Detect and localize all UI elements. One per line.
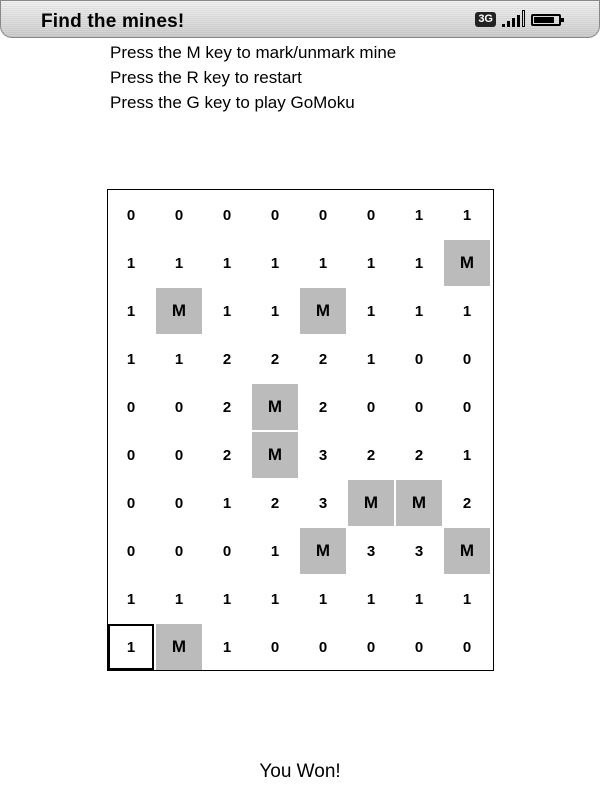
board-cell[interactable]: 1 bbox=[126, 254, 136, 272]
title-bar bbox=[0, 0, 600, 38]
marked-mine-cell[interactable]: M bbox=[444, 528, 490, 574]
board-cell[interactable]: 1 bbox=[414, 302, 424, 320]
board-cell[interactable]: 1 bbox=[366, 302, 376, 320]
board-cell[interactable]: 1 bbox=[270, 590, 280, 608]
board-cell[interactable]: 1 bbox=[222, 590, 232, 608]
board-cell[interactable]: 1 bbox=[222, 254, 232, 272]
marked-mine-cell[interactable]: M bbox=[300, 288, 346, 334]
board-cell[interactable]: 0 bbox=[318, 206, 328, 224]
board-cell[interactable]: 1 bbox=[174, 254, 184, 272]
instructions bbox=[110, 40, 396, 115]
board-cell[interactable]: 1 bbox=[414, 590, 424, 608]
instruction-gomoku: Press the G key to play GoMoku bbox=[110, 93, 355, 112]
board-cell[interactable]: 1 bbox=[222, 638, 232, 656]
board-cell[interactable]: 1 bbox=[270, 302, 280, 320]
instruction-mark: Press the M key to mark/unmark mine bbox=[110, 43, 397, 62]
board-cell[interactable]: 1 bbox=[318, 590, 328, 608]
marked-mine-cell[interactable]: M bbox=[252, 384, 298, 430]
signal-bar bbox=[522, 10, 525, 27]
marked-mine-cell[interactable]: M bbox=[348, 480, 394, 526]
board-cell[interactable]: 1 bbox=[222, 494, 232, 512]
board-cell[interactable]: 0 bbox=[462, 638, 472, 656]
board-cell[interactable]: 1 bbox=[318, 254, 328, 272]
signal-bar bbox=[512, 18, 515, 27]
battery-level bbox=[534, 17, 554, 23]
board-cell[interactable]: 0 bbox=[126, 446, 136, 464]
board-cell[interactable]: 2 bbox=[222, 446, 232, 464]
board-cell[interactable]: 2 bbox=[318, 398, 328, 416]
signal-strength-icon bbox=[502, 12, 525, 27]
board-cell[interactable]: 1 bbox=[126, 590, 136, 608]
board-cell[interactable]: 1 bbox=[462, 590, 472, 608]
board-cell[interactable]: 1 bbox=[222, 302, 232, 320]
signal-bar bbox=[507, 21, 510, 27]
board-cell[interactable]: 1 bbox=[270, 254, 280, 272]
board-cell[interactable]: 2 bbox=[270, 494, 280, 512]
marked-mine-cell[interactable]: M bbox=[444, 240, 490, 286]
board-cell[interactable]: 0 bbox=[366, 206, 376, 224]
board-cell[interactable]: 2 bbox=[222, 350, 232, 368]
board-cell[interactable]: 2 bbox=[462, 494, 472, 512]
board-cell[interactable]: 3 bbox=[366, 542, 376, 560]
board-cell[interactable]: 0 bbox=[222, 206, 232, 224]
board-cell[interactable]: 1 bbox=[414, 254, 424, 272]
board-cell[interactable]: 1 bbox=[126, 350, 136, 368]
board-cell[interactable]: 0 bbox=[174, 398, 184, 416]
board-cell[interactable]: 0 bbox=[174, 206, 184, 224]
board-cell[interactable]: 0 bbox=[414, 350, 424, 368]
board-cell[interactable]: 0 bbox=[462, 350, 472, 368]
marked-mine-cell[interactable]: M bbox=[252, 432, 298, 478]
board-cell[interactable]: 1 bbox=[108, 624, 154, 670]
board-cell[interactable]: 0 bbox=[318, 638, 328, 656]
board-cell[interactable]: 0 bbox=[174, 542, 184, 560]
instruction-restart: Press the R key to restart bbox=[110, 68, 302, 87]
board-cell[interactable]: 0 bbox=[414, 398, 424, 416]
board-cell[interactable]: 1 bbox=[462, 206, 472, 224]
board-cell[interactable]: 0 bbox=[270, 638, 280, 656]
board-cell[interactable]: 0 bbox=[366, 398, 376, 416]
board-cell[interactable]: 1 bbox=[270, 542, 280, 560]
board-cell[interactable]: 1 bbox=[174, 350, 184, 368]
board-cell[interactable]: 1 bbox=[414, 206, 424, 224]
board-cell[interactable]: 1 bbox=[462, 446, 472, 464]
app-title: Find the mines! bbox=[41, 11, 185, 32]
board-cell[interactable]: 2 bbox=[366, 446, 376, 464]
signal-bar bbox=[517, 15, 520, 27]
board-cell[interactable]: 1 bbox=[366, 254, 376, 272]
marked-mine-cell[interactable]: M bbox=[300, 528, 346, 574]
board-cell[interactable]: 2 bbox=[270, 350, 280, 368]
board-cell[interactable]: 1 bbox=[126, 302, 136, 320]
board-cell[interactable]: 0 bbox=[174, 494, 184, 512]
board-cell[interactable]: 2 bbox=[414, 446, 424, 464]
board-cell[interactable]: 0 bbox=[126, 542, 136, 560]
board-cell[interactable]: 0 bbox=[126, 398, 136, 416]
board-cell[interactable]: 0 bbox=[270, 206, 280, 224]
board-cell[interactable]: 2 bbox=[318, 350, 328, 368]
status-indicators bbox=[475, 12, 561, 27]
marked-mine-cell[interactable]: M bbox=[156, 288, 202, 334]
minefield-board bbox=[107, 189, 494, 671]
marked-mine-cell[interactable]: M bbox=[156, 624, 202, 670]
marked-mine-cell[interactable]: M bbox=[396, 480, 442, 526]
board-cell[interactable]: 2 bbox=[222, 398, 232, 416]
battery-icon bbox=[531, 14, 561, 26]
board-cell[interactable]: 3 bbox=[318, 446, 328, 464]
board-cell[interactable]: 0 bbox=[174, 446, 184, 464]
board-cell[interactable]: 0 bbox=[414, 638, 424, 656]
game-result-message: You Won! bbox=[259, 761, 341, 782]
board-cell[interactable]: 3 bbox=[414, 542, 424, 560]
board-cell[interactable]: 0 bbox=[126, 206, 136, 224]
board-cell[interactable]: 1 bbox=[462, 302, 472, 320]
board-cell[interactable]: 1 bbox=[366, 350, 376, 368]
board-cell[interactable]: 1 bbox=[366, 590, 376, 608]
board-cell[interactable]: 0 bbox=[366, 638, 376, 656]
board-cell[interactable]: 0 bbox=[462, 398, 472, 416]
board-cell[interactable]: 1 bbox=[174, 590, 184, 608]
network-3g-icon: 3G bbox=[475, 12, 496, 27]
board-cell[interactable]: 0 bbox=[222, 542, 232, 560]
board-cell[interactable]: 0 bbox=[126, 494, 136, 512]
signal-bar bbox=[502, 24, 505, 27]
board-cell[interactable]: 3 bbox=[318, 494, 328, 512]
